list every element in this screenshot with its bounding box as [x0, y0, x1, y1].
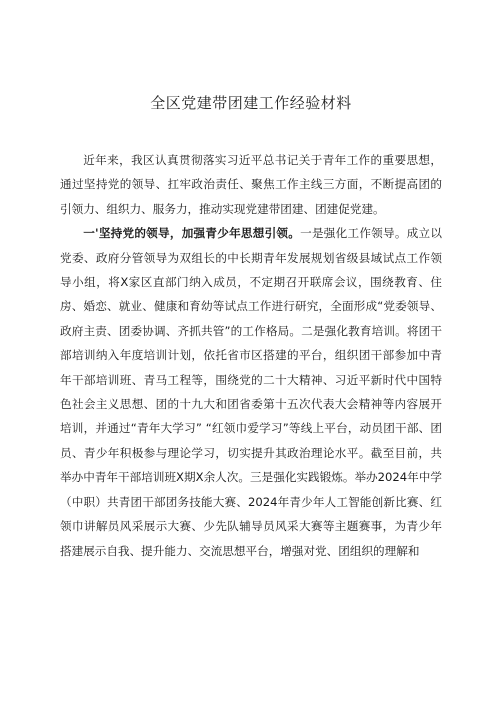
- subpoint-two-text: 将团干部培训纳入年度培训计划，依托省市区搭建的平台，组织团干部参加中青年干部培训班、青马工程等，围绕党的二十大精神、习近平新时代中国特色社会主义思想、团的十九大和团省委第十五次代表大会精神等内容展开培训，并通过“青年大学习” “红领巾爱学习”等线上平台，动员团干部、团员、青少年积极参与理论学习，切实提升其政治理论水平。截至目前，共举办中青年干部培训班X期X余人次。: [60, 323, 442, 485]
- subpoint-one-text: 成立以党委、政府分管领导为双组长的中长期青年发展规划省级县域试点工作领导小组，将X家区直部门纳入成员，不定期召开联席会议，围绕教育、住房、婚恋、就业、健康和育幼等试点工作进行研究，全面形成“党委领导、政府主责、团委协调、齐抓共管”的工作格局。: [60, 226, 442, 338]
- section-one-heading: 一'坚持党的领导，加强青少年思想引领。: [83, 226, 301, 241]
- subpoint-two-lead: 二是强化教育培训。: [301, 323, 407, 338]
- subpoint-three-text: 举办2024年中学（中职）共青团干部团务技能大赛、2024年青少年人工智能创新比赛、红领巾讲解员风采展示大赛、少先队辅导员风采大赛等主题赛事，为青少年搭建展示自我、提升能力、交流思想平台，增强对党、团组织的理解和: [60, 470, 442, 558]
- document-title: 全区党建带团建工作经验材料: [150, 94, 352, 112]
- document-body: [60, 148, 442, 563]
- paragraph-intro: 近年来，我区认真贯彻落实习近平总书记关于青年工作的重要思想，通过坚持党的领导、扛牢政治责任、聚焦工作主线三方面，不断提高团的引领力、组织力、服务力，推动实现党建带团建、团建促党建。: [60, 153, 442, 216]
- paragraph-section-one: [60, 221, 442, 563]
- subpoint-three-lead: 三是强化实践锻炼。: [250, 470, 355, 485]
- subpoint-one-lead: 一是强化工作领导。: [300, 226, 407, 241]
